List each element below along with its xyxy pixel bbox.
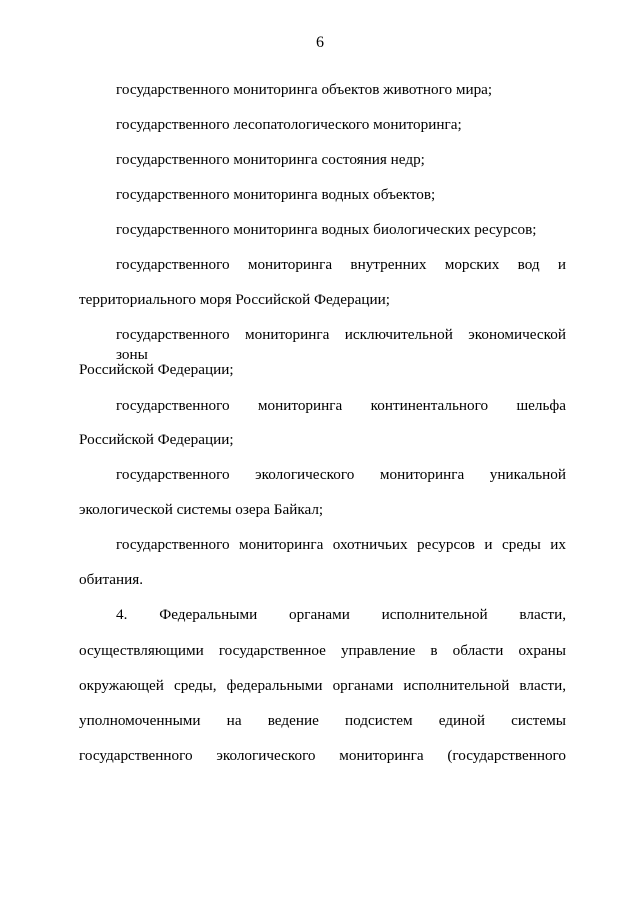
text-line-4: государственного мониторинга водных объектов;: [116, 186, 436, 203]
text-line-14: государственного мониторинга охотничьих ресурсов и среды их: [116, 536, 566, 553]
text-line-18: окружающей среды, федеральными органами исполнительной власти,: [79, 677, 566, 694]
text-line-19: уполномоченными на ведение подсистем единой системы: [79, 712, 566, 729]
text-line-5: государственного мониторинга водных биологических ресурсов;: [116, 221, 537, 238]
text-line-2: государственного лесопатологического мониторинга;: [116, 116, 462, 133]
text-line-17: осуществляющими государственное управление в области охраны: [79, 642, 566, 659]
text-line-13: экологической системы озера Байкал;: [79, 501, 324, 518]
text-line-12: государственного экологического мониторинга уникальной: [116, 466, 566, 483]
text-line-6: государственного мониторинга внутренних морских вод и: [116, 256, 566, 273]
text-line-11: Российской Федерации;: [79, 431, 234, 448]
text-line-9: Российской Федерации;: [79, 361, 234, 378]
text-line-20: государственного экологического мониторинга (государственного: [79, 747, 566, 764]
page-number: 6: [316, 34, 324, 51]
text-line-10: государственного мониторинга континентального шельфа: [116, 397, 566, 414]
text-line-8: государственного мониторинга исключительной экономической зоны: [116, 326, 566, 363]
text-line-1: государственного мониторинга объектов животного мира;: [116, 81, 493, 98]
text-line-7: территориального моря Российской Федерации;: [79, 291, 390, 308]
text-line-3: государственного мониторинга состояния недр;: [116, 151, 425, 168]
text-line-16: 4. Федеральными органами исполнительной власти,: [116, 606, 566, 623]
text-line-15: обитания.: [79, 571, 144, 588]
